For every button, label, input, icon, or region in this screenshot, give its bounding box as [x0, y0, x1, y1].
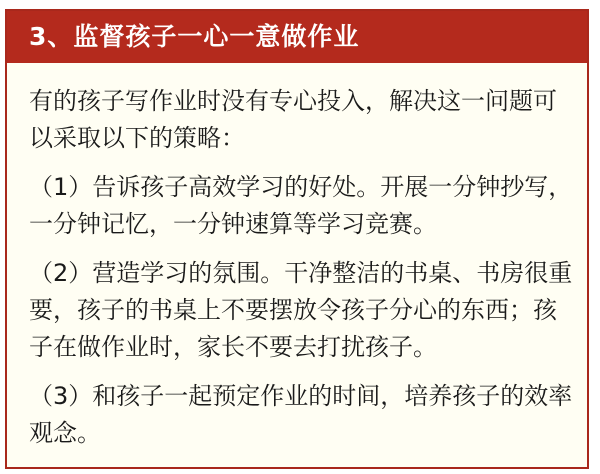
- text-line: 一分钟记忆，一分钟速算等学习竞赛。: [29, 210, 437, 238]
- text-line: 有的孩子写作业时没有专心投入，解决这一问题可: [29, 87, 557, 115]
- strategy-2-paragraph: [29, 255, 573, 366]
- text-line: 观念。: [29, 419, 101, 447]
- section-title: 3、监督孩子一心一意做作业: [7, 11, 587, 63]
- article-body: [29, 83, 573, 452]
- text-line: 要，孩子的书桌上不要摆放令孩子分心的东西；孩: [29, 296, 557, 324]
- text-line: 子在做作业时，家长不要去打扰孩子。: [29, 333, 437, 361]
- text-line: 以采取以下的策略：: [29, 124, 245, 152]
- strategy-1-paragraph: [29, 169, 573, 243]
- intro-paragraph: [29, 83, 569, 157]
- text-line: （2）营造学习的氛围。干净整洁的书桌、书房很重: [29, 259, 573, 287]
- text-line: （3）和孩子一起预定作业的时间，培养孩子的效率: [29, 382, 573, 410]
- strategy-3-paragraph: [29, 378, 573, 452]
- text-line: （1）告诉孩子高效学习的好处。开展一分钟抄写，: [29, 173, 573, 201]
- content-card: [5, 9, 589, 469]
